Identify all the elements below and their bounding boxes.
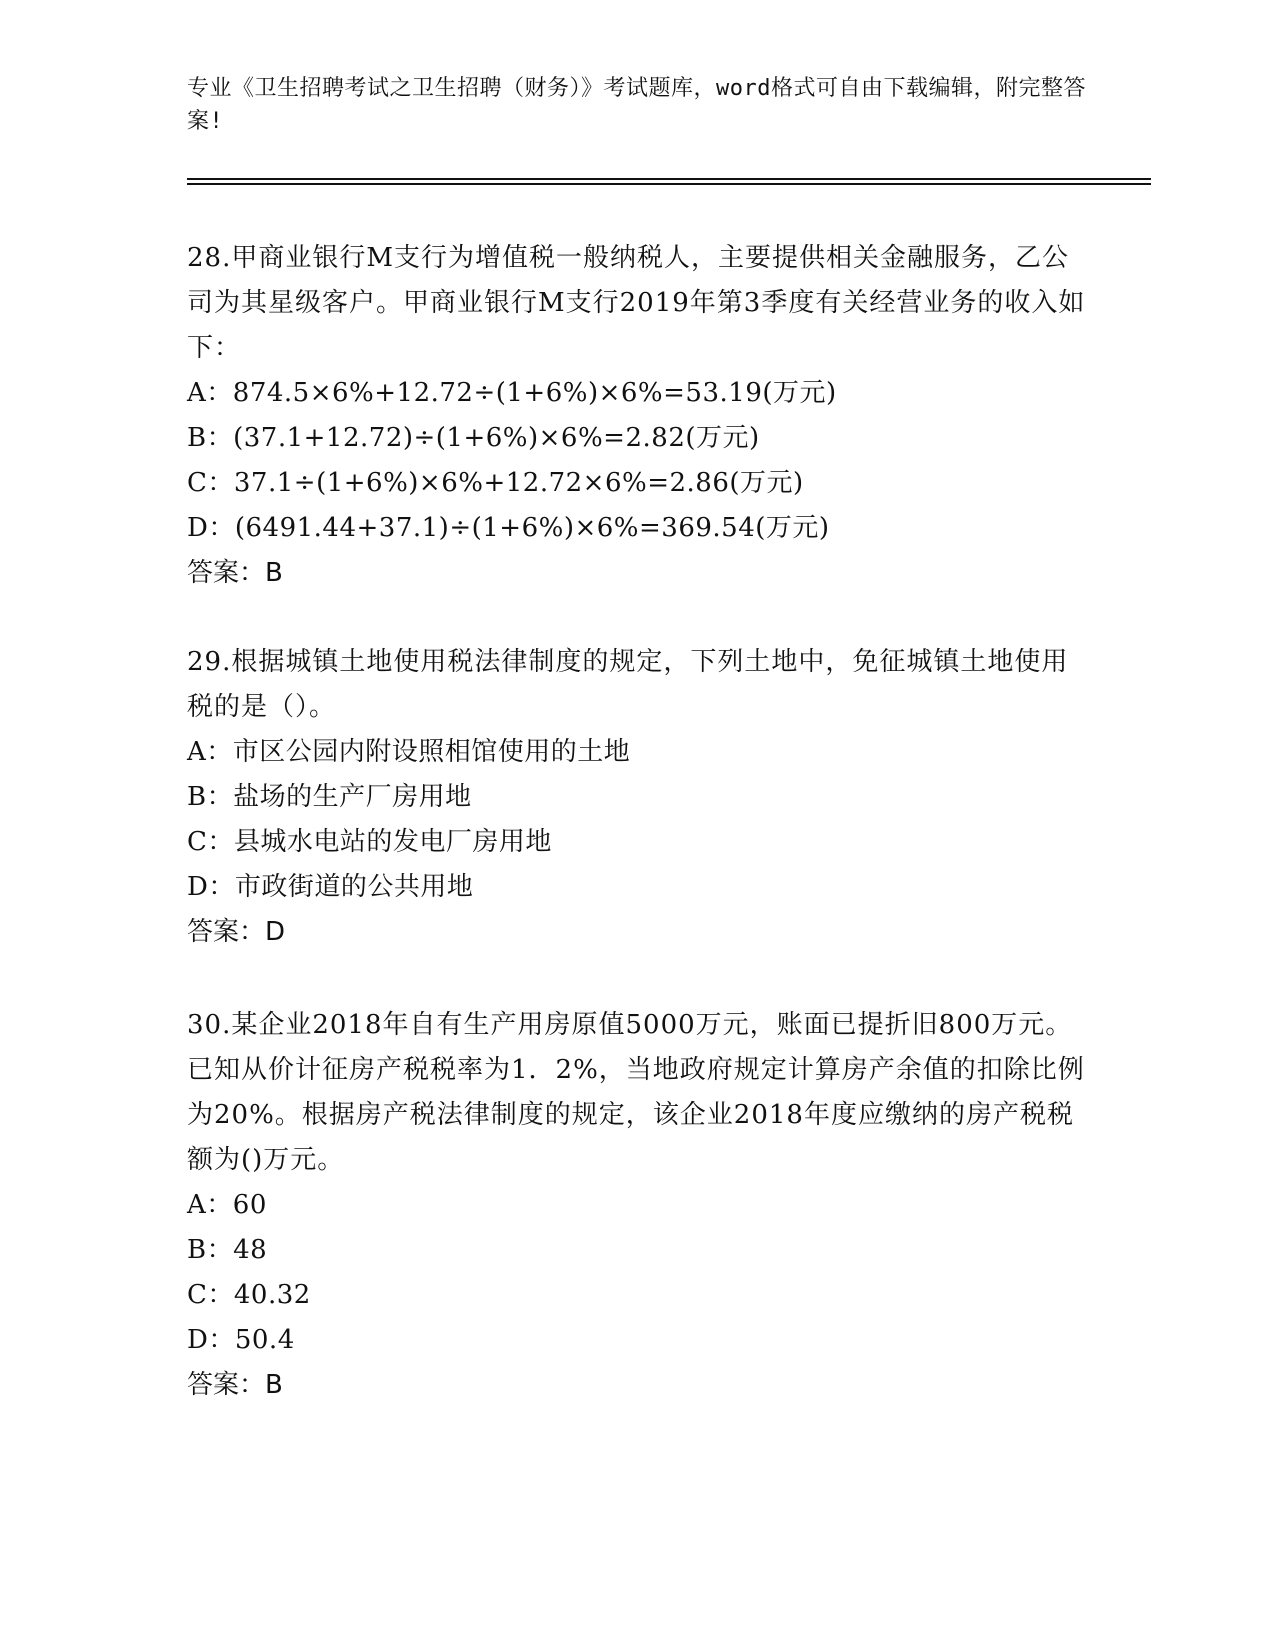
answer-line: 答案：D [187, 917, 286, 947]
option-a: A：市区公园内附设照相馆使用的土地 [187, 737, 631, 767]
option-a: A：874.5×6%+12.72÷(1+6%)×6%=53.19(万元) [187, 378, 837, 408]
answer-line: 答案：B [187, 1370, 283, 1400]
header-divider-top [187, 178, 1151, 180]
option-d: D：50.4 [187, 1325, 295, 1355]
option-c: C：县城水电站的发电厂房用地 [187, 827, 552, 857]
question-28 [187, 236, 1087, 596]
answer-line: 答案：B [187, 558, 283, 588]
question-stem: 29.根据城镇土地使用税法律制度的规定，下列土地中，免征城镇土地使用税的是（）。 [187, 647, 1069, 722]
question-30 [187, 1003, 1087, 1408]
option-b: B：48 [187, 1235, 268, 1265]
option-c: C：40.32 [187, 1280, 311, 1310]
option-b: B：(37.1+12.72)÷(1+6%)×6%=2.82(万元) [187, 423, 760, 453]
document-header: 专业《卫生招聘考试之卫生招聘（财务）》考试题库，word格式可自由下载编辑，附完整答案! [187, 76, 1086, 134]
question-stem: 30.某企业2018年自有生产用房原值5000万元，账面已提折旧800万元。已知从价计征房产税税率为1．2%，当地政府规定计算房产余值的扣除比例为20%。根据房产税法律制度的规定，该企业2018年度应缴纳的房产税税额为()万元。 [187, 1010, 1085, 1175]
option-d: D：市政街道的公共用地 [187, 872, 474, 902]
option-a: A：60 [187, 1190, 267, 1220]
question-stem: 28.甲商业银行M支行为增值税一般纳税人，主要提供相关金融服务，乙公司为其星级客户。甲商业银行M支行2019年第3季度有关经营业务的收入如下： [187, 243, 1086, 363]
option-d: D：(6491.44+37.1)÷(1+6%)×6%=369.54(万元) [187, 513, 830, 543]
question-29 [187, 640, 1087, 955]
option-b: B：盐场的生产厂房用地 [187, 782, 472, 812]
option-c: C：37.1÷(1+6%)×6%+12.72×6%=2.86(万元) [187, 468, 804, 498]
header-divider-bottom [187, 183, 1151, 185]
